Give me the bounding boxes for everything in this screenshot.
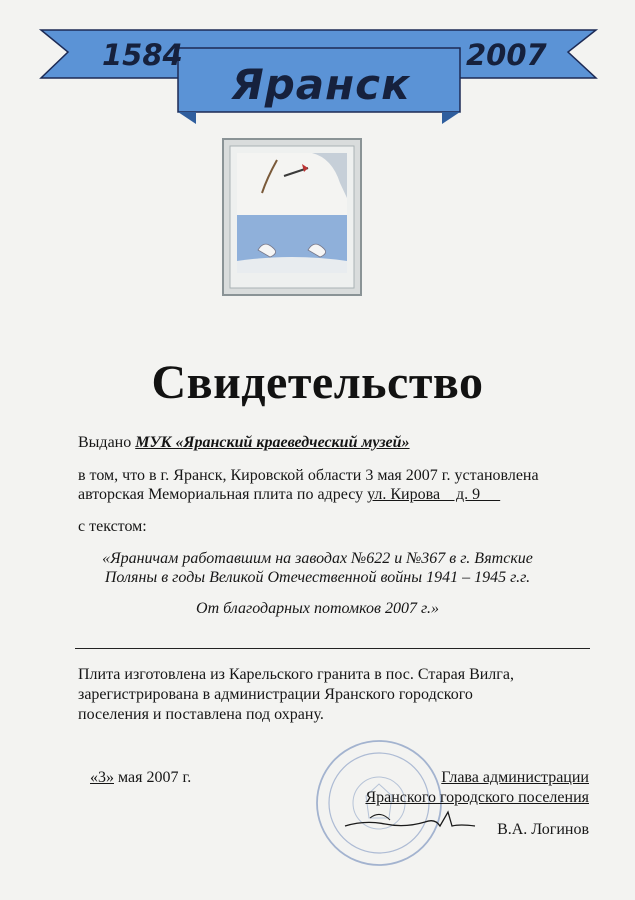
info-line-3: поселения и поставлена под охрану.	[78, 706, 324, 723]
with-text-label: с текстом:	[78, 518, 147, 535]
issued-line	[78, 433, 410, 453]
info-line-1: Плита изготовлена из Карельского гранита в пос. Старая Вилга,	[78, 666, 514, 683]
handwritten-signature	[340, 800, 480, 840]
issued-prefix: Выдано	[78, 434, 132, 451]
position-line-1: Глава администрации	[441, 769, 589, 786]
banner-year-left: 1584	[102, 38, 183, 72]
quote-line-1: «Яраничам работавшим на заводах №622 и №367 в г. Вятские	[102, 550, 533, 567]
divider-line	[75, 648, 590, 649]
address: ул. Кирова д. 9	[367, 486, 501, 503]
signer-name: В.А. Логинов	[497, 821, 589, 838]
body-line-2-prefix: авторская Мемориальная плита по адресу	[78, 486, 364, 503]
banner-year-right: 2007	[466, 38, 547, 72]
date-line	[90, 768, 191, 788]
quote-line-2: Поляны в годы Великой Отечественной войны 1941 – 1945 г.г.	[104, 569, 531, 586]
banner-city-title: Яранск	[231, 60, 411, 109]
position-line-2: Яранского городского поселения	[365, 789, 589, 806]
date-month-year: мая 2007 г.	[114, 769, 192, 786]
body-line-2	[78, 485, 500, 505]
coat-of-arms-image	[222, 138, 362, 296]
quote-line-3: От благодарных потомков 2007 г.»	[196, 600, 439, 617]
info-line-2: зарегистрирована в администрации Яранского городского	[78, 686, 473, 703]
issued-to-organization: МУК «Яранский краеведческий музей»	[135, 434, 410, 451]
header-banner	[36, 20, 601, 125]
date-day: «3»	[90, 769, 114, 786]
body-line-1: в том, что в г. Яранск, Кировской области 3 мая 2007 г. установлена	[78, 467, 539, 484]
document-title: Свидетельство	[151, 356, 484, 409]
